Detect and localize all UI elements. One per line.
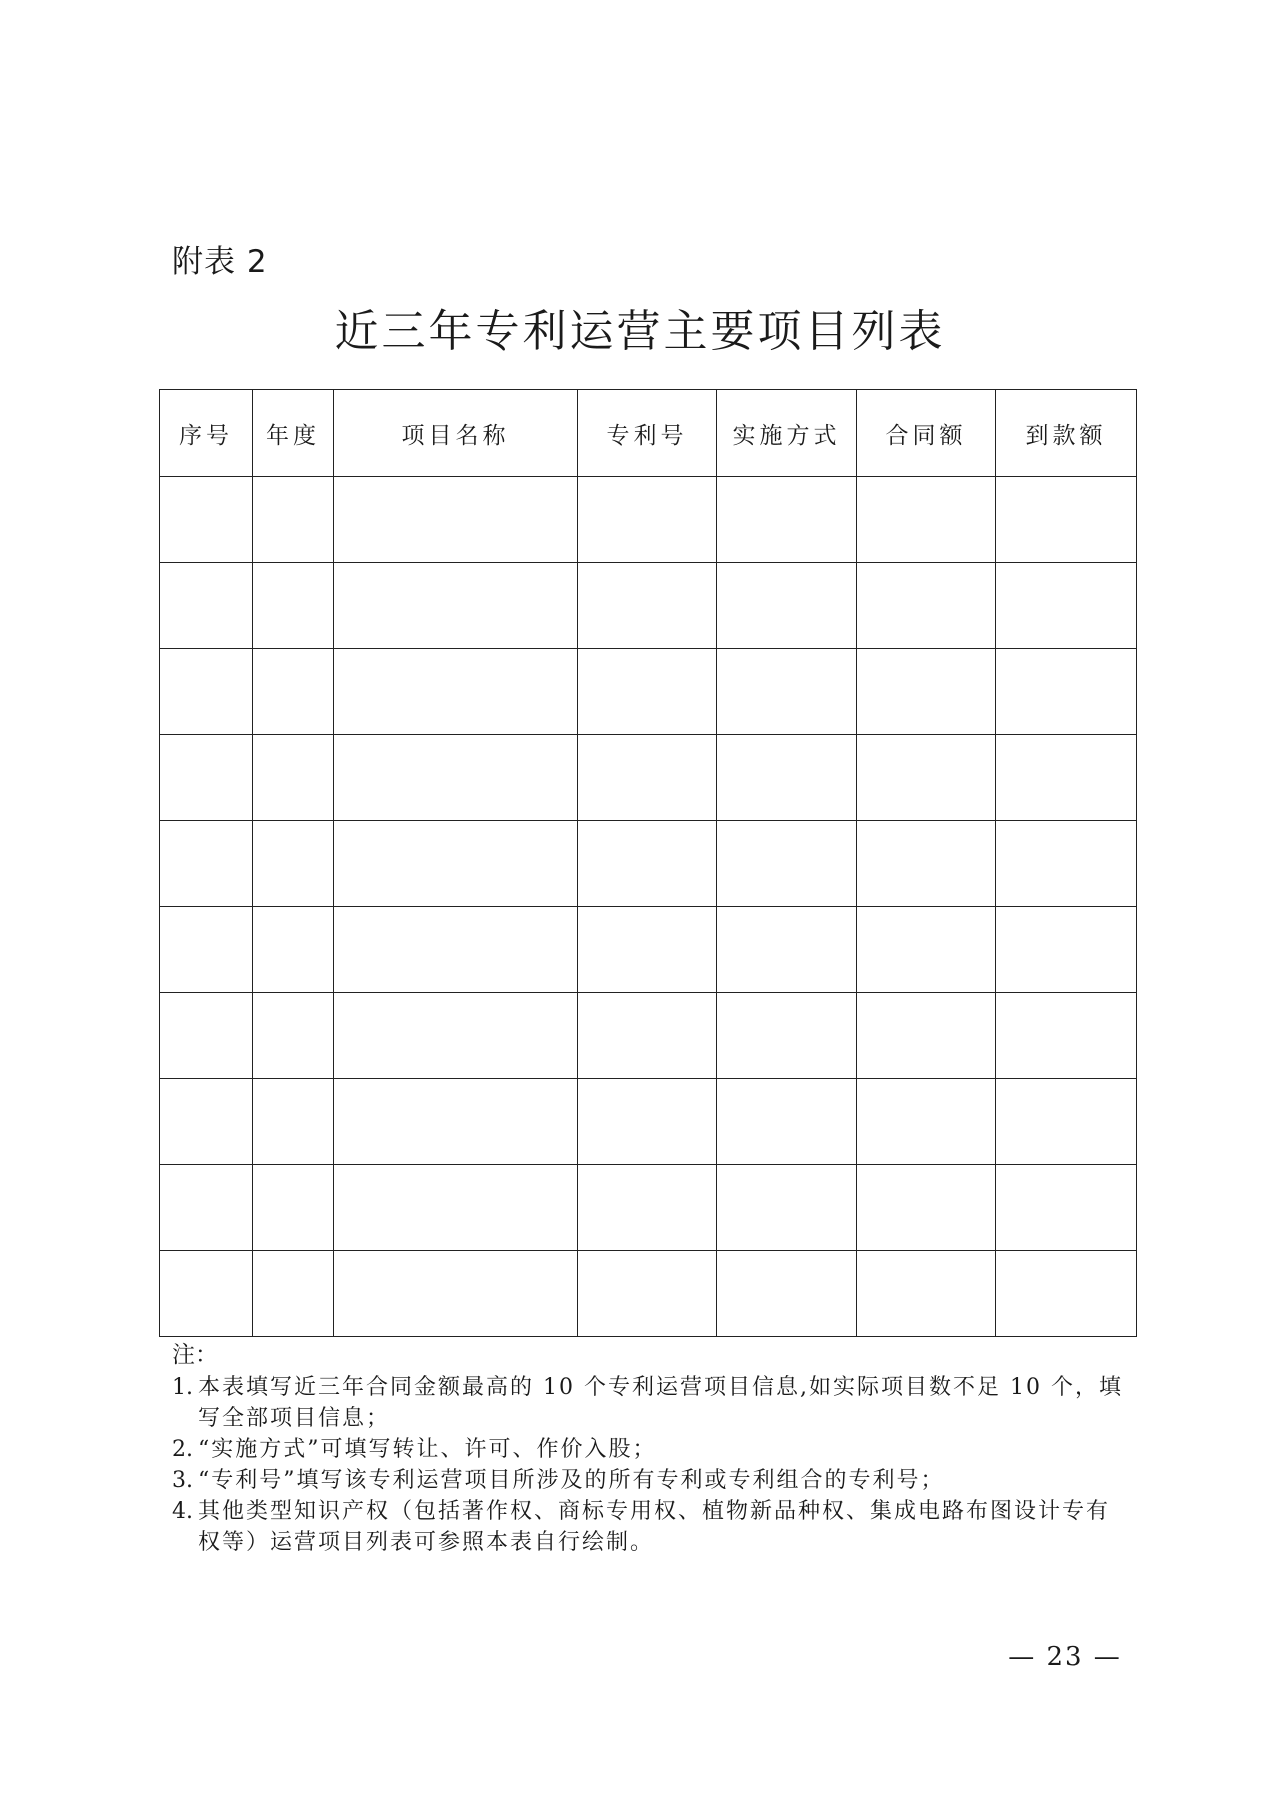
- notes-list: [172, 1372, 1132, 1558]
- table-cell[interactable]: [857, 563, 996, 649]
- table-body: [160, 477, 1137, 1337]
- table-cell[interactable]: [717, 735, 857, 821]
- note-number: 3.: [172, 1468, 193, 1493]
- table-cell[interactable]: [160, 563, 253, 649]
- table-cell[interactable]: [996, 1079, 1137, 1165]
- table-cell[interactable]: [996, 477, 1137, 563]
- table-cell[interactable]: [857, 1079, 996, 1165]
- table-cell[interactable]: [996, 1251, 1137, 1337]
- table-cell[interactable]: [857, 477, 996, 563]
- note-item: [172, 1496, 1132, 1558]
- table-cell[interactable]: [160, 821, 253, 907]
- table-cell[interactable]: [334, 735, 578, 821]
- table-cell[interactable]: [253, 1165, 334, 1251]
- table-cell[interactable]: [334, 1079, 578, 1165]
- table-cell[interactable]: [334, 1165, 578, 1251]
- table-header: [160, 390, 1137, 477]
- table-cell[interactable]: [717, 1165, 857, 1251]
- table-cell[interactable]: [996, 821, 1137, 907]
- table-cell[interactable]: [334, 907, 578, 993]
- table-cell[interactable]: [578, 907, 717, 993]
- column-header-serial: 序号: [160, 390, 253, 477]
- table-cell[interactable]: [996, 1165, 1137, 1251]
- table-cell[interactable]: [334, 1251, 578, 1337]
- note-number: 4.: [172, 1499, 193, 1524]
- table-cell[interactable]: [857, 993, 996, 1079]
- table-cell[interactable]: [253, 993, 334, 1079]
- table-cell[interactable]: [717, 649, 857, 735]
- note-text: 本表填写近三年合同金额最高的 10 个专利运营项目信息,如实际项目数不足 10 个，填写全部项目信息；: [198, 1375, 1123, 1431]
- column-header-received-amount: 到款额: [996, 390, 1137, 477]
- note-text: “专利号”填写该专利运营项目所涉及的所有专利或专利组合的专利号；: [198, 1468, 945, 1493]
- table-cell[interactable]: [578, 477, 717, 563]
- table-cell[interactable]: [857, 735, 996, 821]
- notes-section: [172, 1340, 1132, 1558]
- table-cell[interactable]: [160, 907, 253, 993]
- table-cell[interactable]: [857, 649, 996, 735]
- table-cell[interactable]: [253, 477, 334, 563]
- table-cell[interactable]: [253, 1251, 334, 1337]
- table-cell[interactable]: [857, 821, 996, 907]
- table-cell[interactable]: [253, 1079, 334, 1165]
- table-cell[interactable]: [717, 1079, 857, 1165]
- table-cell[interactable]: [578, 993, 717, 1079]
- table-cell[interactable]: [717, 821, 857, 907]
- table-cell[interactable]: [857, 907, 996, 993]
- page-title: 近三年专利运营主要项目列表: [334, 306, 946, 357]
- table-cell[interactable]: [717, 477, 857, 563]
- table-row: [160, 821, 1137, 907]
- table-cell[interactable]: [996, 563, 1137, 649]
- table-row: [160, 563, 1137, 649]
- table-cell[interactable]: [578, 649, 717, 735]
- note-item: [172, 1434, 1132, 1465]
- table-cell[interactable]: [160, 649, 253, 735]
- column-header-contract-amount: 合同额: [857, 390, 996, 477]
- table-cell[interactable]: [717, 907, 857, 993]
- table-cell[interactable]: [334, 563, 578, 649]
- table-cell[interactable]: [160, 1251, 253, 1337]
- table-row: [160, 993, 1137, 1079]
- table-cell[interactable]: [578, 1079, 717, 1165]
- table-cell[interactable]: [717, 993, 857, 1079]
- table-cell[interactable]: [253, 649, 334, 735]
- table-cell[interactable]: [996, 649, 1137, 735]
- note-text: “实施方式”可填写转让、许可、作价入股；: [198, 1437, 657, 1462]
- table-cell[interactable]: [717, 1251, 857, 1337]
- column-header-implementation-method: 实施方式: [717, 390, 857, 477]
- table-row: [160, 735, 1137, 821]
- note-number: 1.: [172, 1375, 193, 1400]
- table-cell[interactable]: [996, 735, 1137, 821]
- column-header-year: 年度: [253, 390, 334, 477]
- note-item: [172, 1372, 1132, 1434]
- table-row: [160, 1251, 1137, 1337]
- table-cell[interactable]: [857, 1165, 996, 1251]
- table-cell[interactable]: [160, 477, 253, 563]
- table-cell[interactable]: [253, 735, 334, 821]
- table-cell[interactable]: [160, 993, 253, 1079]
- table-cell[interactable]: [996, 993, 1137, 1079]
- note-text: 其他类型知识产权（包括著作权、商标专用权、植物新品种权、集成电路布图设计专有权等）运营项目列表可参照本表自行绘制。: [198, 1499, 1111, 1555]
- note-item: [172, 1465, 1132, 1496]
- table-cell[interactable]: [578, 1165, 717, 1251]
- table-row: [160, 907, 1137, 993]
- note-number: 2.: [172, 1437, 193, 1462]
- table-row: [160, 477, 1137, 563]
- project-list-table: [159, 389, 1137, 1337]
- table-cell[interactable]: [160, 735, 253, 821]
- table-cell[interactable]: [334, 821, 578, 907]
- table-row: [160, 1165, 1137, 1251]
- table-row: [160, 1079, 1137, 1165]
- table-cell[interactable]: [334, 477, 578, 563]
- table-cell[interactable]: [253, 563, 334, 649]
- table-header-row: [160, 390, 1137, 477]
- table-cell[interactable]: [578, 821, 717, 907]
- table-cell[interactable]: [253, 821, 334, 907]
- table-cell[interactable]: [160, 1165, 253, 1251]
- table-cell[interactable]: [253, 907, 334, 993]
- table-cell[interactable]: [578, 735, 717, 821]
- notes-heading: 注：: [172, 1342, 218, 1368]
- column-header-project-name: 项目名称: [334, 390, 578, 477]
- table-cell[interactable]: [578, 1251, 717, 1337]
- table-cell[interactable]: [857, 1251, 996, 1337]
- table-row: [160, 649, 1137, 735]
- table-cell[interactable]: [717, 563, 857, 649]
- table-cell[interactable]: [996, 907, 1137, 993]
- table-cell[interactable]: [160, 1079, 253, 1165]
- table-cell[interactable]: [578, 563, 717, 649]
- column-header-patent-number: 专利号: [578, 390, 717, 477]
- page-number: — 23 —: [1008, 1642, 1122, 1672]
- table-cell[interactable]: [334, 993, 578, 1079]
- table-cell[interactable]: [334, 649, 578, 735]
- appendix-label: 附表 2: [172, 244, 268, 280]
